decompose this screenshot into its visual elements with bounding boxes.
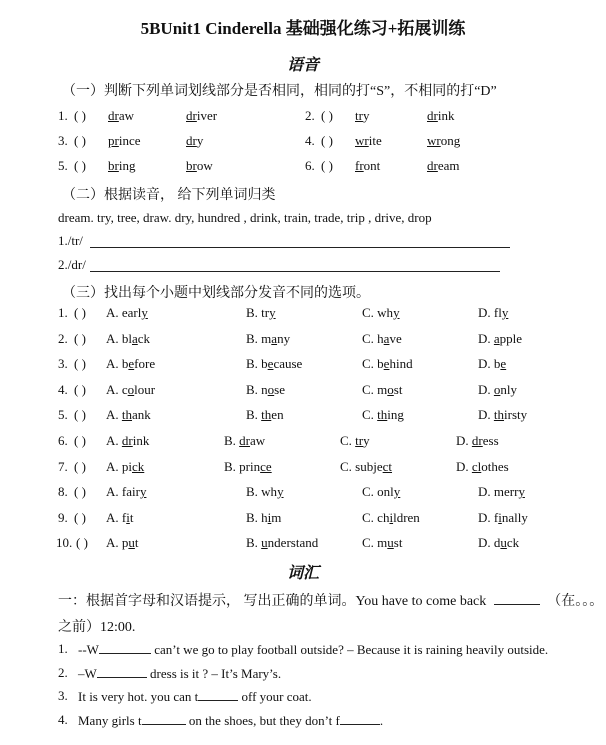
underlined-letters: y xyxy=(277,484,284,500)
option-rest: ny xyxy=(277,330,291,346)
underlined-letters: y xyxy=(139,484,147,500)
word-rest: ing xyxy=(118,158,136,173)
option-d[interactable] xyxy=(478,510,528,526)
option-a[interactable] xyxy=(106,382,155,398)
word-a xyxy=(355,108,369,124)
underlined-letters: i xyxy=(267,509,272,525)
option-d[interactable] xyxy=(478,484,525,500)
answer-paren[interactable]: ( ) xyxy=(321,108,333,123)
option-label: B. wh xyxy=(246,484,278,500)
option-rest: m xyxy=(271,509,282,525)
option-label: B. n xyxy=(246,381,268,397)
option-d[interactable] xyxy=(478,356,506,372)
question-number: 4. xyxy=(305,133,315,148)
underlined-letters: a xyxy=(383,330,390,346)
underlined-letters: i xyxy=(498,509,502,525)
option-rest: hind xyxy=(389,356,413,372)
part4-instruction-blank[interactable] xyxy=(494,592,540,605)
option-a[interactable] xyxy=(106,305,148,321)
option-label: C. xyxy=(340,433,356,448)
option-d[interactable] xyxy=(478,407,527,423)
option-c[interactable] xyxy=(340,459,392,475)
sentence-text: dress is it ? – It’s Mary’s. xyxy=(146,666,282,681)
option-rest: fore xyxy=(134,356,156,372)
word-rest: ink xyxy=(437,108,455,123)
option-rest: ck xyxy=(506,535,520,551)
question-number: 7. xyxy=(58,458,68,474)
underlined-letters: pr xyxy=(108,133,119,148)
option-b[interactable] xyxy=(246,510,281,526)
option-rest: st xyxy=(393,381,403,397)
underlined-letters: e xyxy=(267,356,274,372)
option-rest: nally xyxy=(501,509,528,525)
option-b[interactable] xyxy=(246,484,284,500)
question-number: 3. xyxy=(58,356,68,372)
word-b xyxy=(186,108,217,124)
option-d[interactable] xyxy=(478,382,517,398)
option-label: B. xyxy=(246,535,262,551)
option-label: D. xyxy=(456,458,472,474)
option-label: D. f xyxy=(478,509,499,525)
option-rest: lour xyxy=(134,381,156,397)
word-rest: aw xyxy=(118,108,135,123)
option-c[interactable] xyxy=(362,535,402,551)
option-label: C. h xyxy=(362,330,384,346)
answer-blank[interactable] xyxy=(97,665,147,678)
option-label: B. b xyxy=(246,356,268,372)
question-number: 5. xyxy=(58,407,68,423)
underlined-letters: dr xyxy=(427,108,438,123)
page-title: 5BUnit1 Cinderella 基础强化练习+拓展训练 xyxy=(140,19,466,38)
question-number: 8. xyxy=(58,484,68,500)
option-label: C. xyxy=(362,407,378,423)
underlined-letters: dr xyxy=(239,433,251,448)
word-rest: ong xyxy=(440,133,461,148)
answer-blank[interactable] xyxy=(142,712,186,725)
option-rest: t xyxy=(134,535,139,551)
answer-blank[interactable] xyxy=(198,688,238,701)
option-c[interactable] xyxy=(362,356,413,372)
option-d[interactable] xyxy=(478,305,508,321)
underlined-letters: y xyxy=(393,305,400,320)
part2-line-tr-label: 1./tr/ xyxy=(58,233,83,248)
answer-paren[interactable]: ( ) xyxy=(76,535,88,551)
underlined-letters: tr xyxy=(355,108,363,123)
option-rest: cause xyxy=(273,356,303,372)
option-d[interactable] xyxy=(456,433,499,449)
underlined-letters: th xyxy=(493,407,505,423)
answer-paren[interactable]: ( ) xyxy=(74,133,86,148)
option-label: B. h xyxy=(246,509,268,525)
underlined-letters: e xyxy=(383,356,390,372)
underlined-letters: dr xyxy=(186,108,197,123)
option-b[interactable] xyxy=(246,305,276,321)
option-label: C. wh xyxy=(362,305,394,320)
underlined-letters: u xyxy=(500,535,507,551)
option-rest: ldren xyxy=(393,509,420,525)
underlined-letters: cl xyxy=(471,458,482,474)
sentence-text: can’t we go to play football outside? – Because it is raining heavily outside. xyxy=(150,642,549,657)
option-rest: ing xyxy=(387,407,404,423)
option-label: D. d xyxy=(478,535,501,551)
option-d[interactable] xyxy=(478,535,519,551)
underlined-letters: dr xyxy=(108,108,119,123)
underlined-letters: u xyxy=(261,535,268,551)
underlined-letters: y xyxy=(269,305,276,320)
option-a[interactable] xyxy=(106,484,146,500)
underlined-letters: fr xyxy=(355,158,364,173)
word-a xyxy=(355,158,380,174)
option-a[interactable] xyxy=(106,535,139,551)
option-label: A. p xyxy=(106,535,129,551)
option-b[interactable] xyxy=(246,535,318,551)
option-label: A. fair xyxy=(106,484,140,500)
option-rest: t xyxy=(129,509,134,525)
question-number: 6. xyxy=(58,433,68,448)
question-number: 6. xyxy=(305,158,315,173)
option-b[interactable] xyxy=(224,459,272,475)
option-b[interactable] xyxy=(246,407,284,423)
option-label: A. bl xyxy=(106,330,132,346)
part2-instruction: （二）根据读音， 给下列单词归类 xyxy=(62,188,276,203)
part2-answer-line-dr[interactable] xyxy=(90,271,500,272)
sentence-text: --W xyxy=(78,642,99,657)
question-number: 2. xyxy=(58,330,68,346)
option-label: C. onl xyxy=(362,484,394,500)
option-a[interactable] xyxy=(106,356,155,372)
option-d[interactable] xyxy=(478,331,522,347)
option-label: B. xyxy=(224,433,240,448)
part4-instruction xyxy=(58,590,603,610)
underlined-letters: i xyxy=(389,509,394,525)
option-label: C. subje xyxy=(340,458,383,474)
option-c[interactable] xyxy=(362,484,400,500)
answer-blank[interactable] xyxy=(340,712,380,725)
option-rest: irsty xyxy=(504,407,528,423)
option-label: A. b xyxy=(106,356,129,372)
option-label: B. m xyxy=(246,330,272,346)
answer-paren[interactable]: ( ) xyxy=(74,509,86,525)
option-b[interactable] xyxy=(246,356,302,372)
question-number: 1. xyxy=(58,305,68,320)
option-rest: aw xyxy=(250,433,266,448)
question-number: 4. xyxy=(58,381,68,397)
option-rest: othes xyxy=(481,458,509,474)
section-title-vocabulary: 词汇 xyxy=(286,565,319,582)
underlined-letters: y xyxy=(393,484,401,500)
part4-instruction-text: 一：根据首字母和汉语提示， 写出正确的单词。You have to come back xyxy=(58,594,487,609)
word-rest: y xyxy=(196,133,204,148)
answer-paren[interactable]: ( ) xyxy=(74,433,86,448)
option-rest: ank xyxy=(132,407,151,423)
underlined-letters: ct xyxy=(382,458,393,474)
option-label: C. ch xyxy=(362,509,390,525)
option-label: A. xyxy=(106,433,122,448)
question-number: 9. xyxy=(58,509,68,525)
word-rest: ite xyxy=(368,133,382,148)
word-rest: y xyxy=(362,108,370,123)
underlined-letters: th xyxy=(377,407,388,423)
question-number: 1. xyxy=(58,108,68,123)
word-rest: eam xyxy=(437,158,460,173)
question-number: 3. xyxy=(58,688,68,703)
sentence-text: Many girls t xyxy=(78,713,142,728)
underlined-letters: br xyxy=(186,158,197,173)
option-a[interactable] xyxy=(106,433,149,449)
option-a[interactable] xyxy=(106,331,150,347)
underlined-letters: ck xyxy=(132,458,145,474)
underlined-letters: th xyxy=(261,407,272,423)
sentence xyxy=(78,712,383,729)
word-a xyxy=(108,158,135,174)
option-label: D. xyxy=(456,433,472,448)
option-rest: ess xyxy=(482,433,499,448)
sentence xyxy=(78,688,312,705)
sentence-text: on the shoes, but they don’t f xyxy=(185,713,340,728)
section-title-phonics: 语音 xyxy=(286,57,319,74)
word-rest: ow xyxy=(196,158,213,173)
underlined-letters: wr xyxy=(355,133,369,148)
part1-instruction: （一）判断下列单词划线部分是否相同，相同的打“S”，不相同的打“D” xyxy=(62,84,497,99)
underlined-letters: th xyxy=(121,407,133,423)
word-rest: iver xyxy=(196,108,218,123)
underlined-letters: ce xyxy=(260,458,272,474)
answer-paren[interactable]: ( ) xyxy=(321,133,333,148)
answer-paren[interactable]: ( ) xyxy=(74,305,86,320)
word-rest: ont xyxy=(363,158,381,173)
option-b[interactable] xyxy=(224,433,265,449)
option-rest: ve xyxy=(389,330,402,346)
answer-paren[interactable]: ( ) xyxy=(74,158,86,173)
part3-instruction: （三）找出每个小题中划线部分发音不同的选项。 xyxy=(62,286,370,301)
underlined-letters: o xyxy=(493,381,501,397)
word-b xyxy=(186,158,213,174)
option-label: D. xyxy=(478,381,494,397)
underlined-letters: dr xyxy=(186,133,197,148)
option-c[interactable] xyxy=(362,331,402,347)
answer-paren[interactable]: ( ) xyxy=(74,407,86,423)
part2-answer-line-tr[interactable] xyxy=(90,247,510,248)
underlined-letters: br xyxy=(108,158,119,173)
part2-line-dr-label: 2./dr/ xyxy=(58,257,86,272)
underlined-letters: o xyxy=(127,381,135,397)
underlined-letters: y xyxy=(518,484,525,500)
word-b xyxy=(427,108,454,124)
sentence-text: off your coat. xyxy=(238,689,312,704)
question-number: 5. xyxy=(58,158,68,173)
underlined-letters: e xyxy=(500,356,507,372)
underlined-letters: a xyxy=(271,330,278,346)
underlined-letters: dr xyxy=(427,158,438,173)
option-rest: nderstand xyxy=(267,535,319,551)
underlined-letters: e xyxy=(128,356,135,372)
option-label: B. xyxy=(246,407,262,423)
option-label: A. f xyxy=(106,509,127,525)
answer-paren[interactable]: ( ) xyxy=(74,484,86,500)
option-c[interactable] xyxy=(362,382,402,398)
underlined-letters: a xyxy=(132,330,138,346)
sentence-text: –W xyxy=(78,666,97,681)
answer-paren[interactable]: ( ) xyxy=(321,158,333,173)
option-b[interactable] xyxy=(246,382,285,398)
underlined-letters: wr xyxy=(427,133,441,148)
underlined-letters: a xyxy=(493,330,500,346)
answer-paren[interactable]: ( ) xyxy=(74,330,86,346)
underlined-letters: dr xyxy=(121,433,133,448)
answer-paren[interactable]: ( ) xyxy=(74,381,86,397)
option-rest: y xyxy=(363,433,370,448)
part4-instruction-paren: （在。。。 xyxy=(547,594,604,609)
underlined-letters: o xyxy=(267,381,275,397)
underlined-letters: y xyxy=(141,305,148,320)
option-a[interactable] xyxy=(106,407,151,423)
answer-paren[interactable]: ( ) xyxy=(74,356,86,372)
word-a xyxy=(108,108,134,124)
option-label: A. pi xyxy=(106,458,132,474)
option-label: B. tr xyxy=(246,305,270,320)
option-c[interactable] xyxy=(340,433,370,449)
option-label: C. m xyxy=(362,535,388,551)
word-a xyxy=(355,133,382,149)
option-label: D. xyxy=(478,407,494,423)
question-number: 2. xyxy=(305,108,315,123)
option-label: C. b xyxy=(362,356,384,372)
option-rest: ink xyxy=(132,433,150,448)
option-rest: en xyxy=(271,407,284,423)
option-label: A. c xyxy=(106,381,128,397)
word-b xyxy=(427,158,460,174)
sentence-text: It is very hot. you can t xyxy=(78,689,199,704)
underlined-letters: u xyxy=(128,535,135,551)
option-c[interactable] xyxy=(362,305,400,321)
option-rest: pple xyxy=(499,330,523,346)
option-rest: ck xyxy=(137,330,151,346)
question-number: 2. xyxy=(58,665,68,680)
option-label: A. earl xyxy=(106,305,142,320)
underlined-letters: y xyxy=(501,305,509,320)
option-rest: nly xyxy=(500,381,518,397)
option-label: C. m xyxy=(362,381,388,397)
word-rest: ince xyxy=(118,133,141,148)
option-rest: st xyxy=(393,535,403,551)
underlined-letters: o xyxy=(387,381,394,397)
part4-instruction-cont: 之前）12:00. xyxy=(58,620,136,635)
option-label: D. xyxy=(478,330,494,346)
answer-paren[interactable]: ( ) xyxy=(74,108,86,123)
option-label: A. xyxy=(106,407,122,423)
sentence-text: . xyxy=(379,713,384,728)
option-rest: se xyxy=(274,381,286,397)
option-b[interactable] xyxy=(246,331,290,347)
answer-paren[interactable]: ( ) xyxy=(74,458,86,474)
option-a[interactable] xyxy=(106,510,133,526)
sentence xyxy=(78,665,281,682)
option-c[interactable] xyxy=(362,510,420,526)
word-b xyxy=(427,133,460,149)
option-label: D. fl xyxy=(478,305,502,320)
option-a[interactable] xyxy=(106,459,144,475)
sentence xyxy=(78,641,548,658)
part2-word-list: dream. try, tree, draw. dry, hundred , drink, train, trade, trip , drive, drop xyxy=(58,210,432,225)
underlined-letters: i xyxy=(126,509,130,525)
word-b xyxy=(186,133,203,149)
option-c[interactable] xyxy=(362,407,404,423)
question-number: 4. xyxy=(58,712,68,727)
underlined-letters: tr xyxy=(355,433,364,448)
word-a xyxy=(108,133,141,149)
question-number: 1. xyxy=(58,641,68,656)
answer-blank[interactable] xyxy=(99,641,151,654)
question-number: 3. xyxy=(58,133,68,148)
option-label: D. merr xyxy=(478,484,519,500)
option-label: B. prin xyxy=(224,458,261,474)
underlined-letters: u xyxy=(387,535,394,551)
underlined-letters: dr xyxy=(471,433,483,448)
option-label: D. b xyxy=(478,356,501,372)
question-number: 10. xyxy=(56,535,73,551)
option-d[interactable] xyxy=(456,459,509,475)
